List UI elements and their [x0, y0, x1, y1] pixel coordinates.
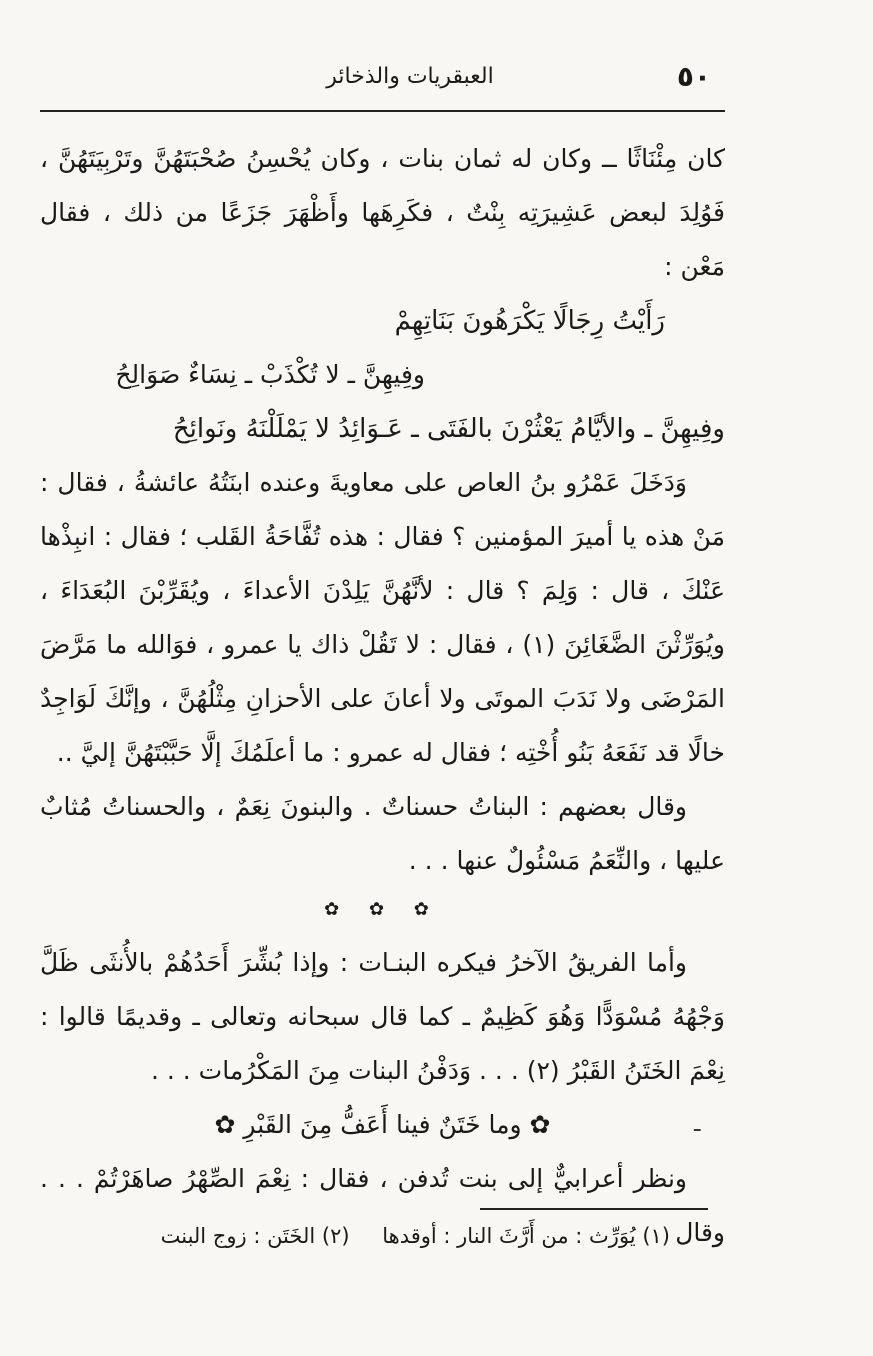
- footnote-1: (١) يُوَرِّث : من أَرَّثَ النار : أوقدها: [382, 1224, 670, 1248]
- paragraph-1: كان مِئْنَاثًا ــ وكان له ثمان بنات ، وكان يُحْسِنُ صُحْبَتَهُنَّ وتَرْبِيَتَهُنَّ ، فَوُلِدَ لبعض عَشِيرَتِه بِنْتٌ ، فكَرِهَها وأَظْهَرَ جَزَعًا من ذلك ، فقال مَعْن :: [40, 144, 725, 281]
- header-rule: [40, 110, 725, 112]
- main-text: [40, 132, 725, 1260]
- page-header: [40, 58, 725, 98]
- quoted-verse: ✿ وما خَتَنٌ فينا أَعَفُّ مِنَ القَبْرِ ✿: [214, 1110, 551, 1139]
- paragraph-3: وقال بعضهم : البناتُ حسناتٌ . والبنونَ نِعَمٌ ، والحسناتُ مُثابٌ عليها ، والنِّعَمُ مَسْئُولٌ عنها . . .: [40, 792, 725, 875]
- margin-mark: ـ: [694, 1112, 701, 1137]
- paragraph-4: وأما الفريقُ الآخرُ فيكره البنـات : وإذا بُشِّرَ أَحَدُهُمْ بالأُنثَى ظَلَّ وَجْهُهُ مُسْوَدًّا وَهُوَ كَظِيمٌ ـ كما قال سبحانه وتعالى ـ وقديمًا قالوا : نِعْمَ الخَتَنُ القَبْرُ (٢) . . . وَدَفْنُ البنات مِنَ المَكْرُمات . . .: [40, 948, 725, 1085]
- footnote-rule: [480, 1208, 708, 1210]
- verse-line-2: وفِيهِنَّ ـ لا تُكْذَبْ ـ نِسَاءٌ صَوَالِحُ: [115, 360, 425, 389]
- verse-line-1: رَأَيْتُ رِجَالًا يَكْرَهُونَ بَنَاتِهِمْ: [394, 306, 665, 336]
- footnotes: [40, 1220, 670, 1252]
- running-title: العبقريات والذخائر: [326, 64, 494, 89]
- paragraph-5: ونظر أعرابيٌّ إلى بنت تُدفن ، فقال : نِعْمَ الصِّهْرُ صاهَرْتُمْ . . . وقال: [40, 1164, 725, 1247]
- section-ornament: ✿ ✿ ✿: [324, 899, 441, 920]
- footnote-2: (٢) الخَتَن : زوج البنت: [160, 1224, 350, 1248]
- verse-line-3: وفِيهِنَّ ـ والأيَّامُ يَعْثُرْنَ بالفَتَى ـ عَـوَائِدُ لا يَمْلَلْنَهُ ونَوائِحُ: [172, 414, 725, 444]
- paragraph-2: وَدَخَلَ عَمْرُو بنُ العاص على معاويةَ وعنده ابنَتُهُ عائشةُ ، فقال : مَنْ هذه يا أميرَ المؤمنين ؟ فقال : هذه تُفَّاحَةُ القَلب ؛ فقال : انبِذْها عَنْكَ ، قال : وَلِمَ ؟ قال : لأنَّهُنَّ يَلِدْنَ الأعداءَ ، ويُقَرِّبْنَ البُعَدَاءَ ، ويُوَرِّثْنَ الضَّغَائِنَ (١) ، فقال : لا تَقُلْ ذاك يا عمرو ، فوَالله ما مَرَّضَ المَرْضَى ولا نَدَبَ الموتَى ولا أعانَ على الأحزانِ مِثْلُهُنَّ ، وإنَّكَ لَوَاجِدٌ خالًا قد نَفَعَهُ بَنُو أُخْتِه ؛ فقال له عمرو : ما أعلَمُكَ إلَّا حَبَّبْتَهُنَّ إليَّ ..: [40, 468, 725, 767]
- page-number: ٥٠: [676, 60, 711, 93]
